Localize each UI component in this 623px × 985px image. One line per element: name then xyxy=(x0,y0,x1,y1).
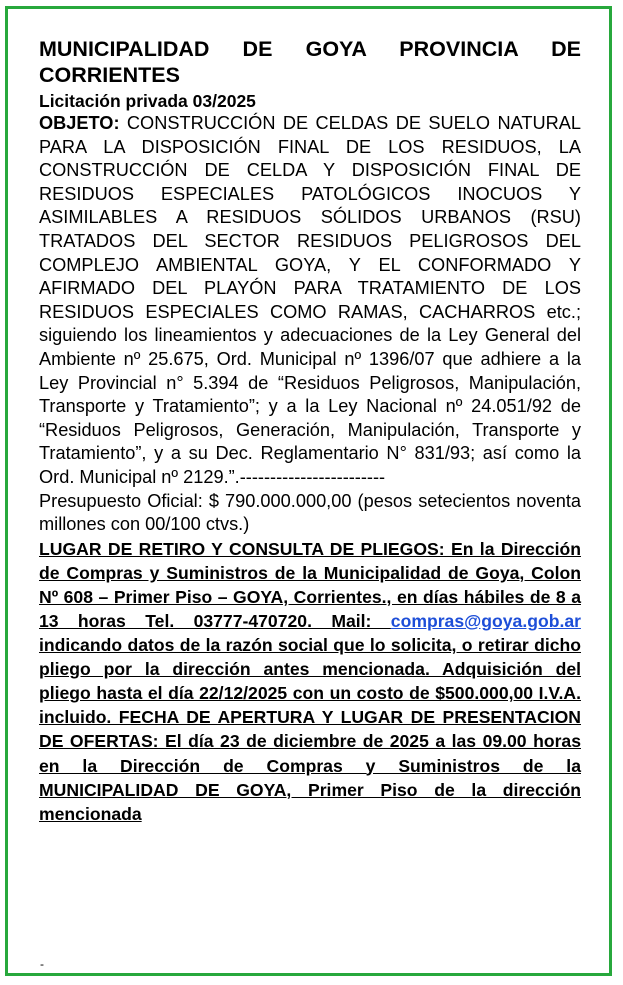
notice-content xyxy=(39,30,581,826)
lugar-text-1: LUGAR DE RETIRO Y CONSULTA DE PLIEGOS: En la Dirección de Compras y Suministros de la Municipalidad de Goya, Colon Nº 608 – Primer Piso – GOYA, Corrientes., en días hábiles de 8 a 13 horas Tel. 03777-470720. Mail: xyxy=(39,538,581,631)
tender-number: Licitación privada 03/2025 xyxy=(39,91,256,111)
lugar-paragraph xyxy=(39,537,581,826)
objeto-rest-text: etc.; siguiendo los lineamientos y adecuaciones de la Ley General del Ambiente nº 25.675, Ord. Municipal nº 1396/07 que adhiere a la Ley Provincial n° 5.394 de “Residuos Peligrosos, Manipulación, Transporte y Tratamiento”; y a la Ley Nacional nº 24.051/92 de “Residuos Peligrosos, Generación, Manipulación, Transporte y Tratamiento”, y a su Dec. Reglamentario N° 831/93; así como la Ord. Municipal nº 2129.”.------------------------ xyxy=(39,301,581,487)
objeto-paragraph xyxy=(39,112,581,490)
trailing-mark: - xyxy=(40,957,44,971)
objeto-upper-text: CONSTRUCCIÓN DE CELDAS DE SUELO NATURAL PARA LA DISPOSICIÓN FINAL DE LOS RESIDUOS, LA CONSTRUCCIÓN DE CELDA Y DISPOSICIÓN FINAL DE RESIDUOS ESPECIALES PATOLÓGICOS INOCUOS Y ASIMILABLES A RESIDUOS SÓLIDOS URBANOS (RSU) TRATADOS DEL SECTOR RESIDUOS PELIGROSOS DEL COMPLEJO AMBIENTAL GOYA, Y EL CONFORMADO Y AFIRMADO DEL PLAYÓN PARA TRATAMIENTO DE LOS RESIDUOS ESPECIALES COMO RAMAS, CACHARROS xyxy=(39,113,581,322)
lugar-text-2: indicando datos de la razón social que lo solicita, o retirar dicho pliego por la dirección antes mencionada. Adquisición del pliego hasta el día 22/12/2025 con un costo de $500.000,00 I.V.A. incluido. FECHA DE APERTURA Y LUGAR DE PRESENTACION DE OFERTAS: El día 23 de diciembre de 2025 a las 09.00 horas en la Dirección de Compras y Suministros de la MUNICIPALIDAD DE GOYA, Primer Piso de la dirección mencionada xyxy=(39,635,581,824)
notice-title: MUNICIPALIDAD DE GOYA PROVINCIA DE CORRIENTES xyxy=(39,37,581,87)
presupuesto-paragraph: Presupuesto Oficial: $ 790.000.000,00 (pesos setecientos noventa millones con 00/100 ctvs.) xyxy=(39,490,581,535)
objeto-label: OBJETO: xyxy=(39,113,120,133)
email-link[interactable]: compras@goya.gob.ar xyxy=(390,610,581,631)
